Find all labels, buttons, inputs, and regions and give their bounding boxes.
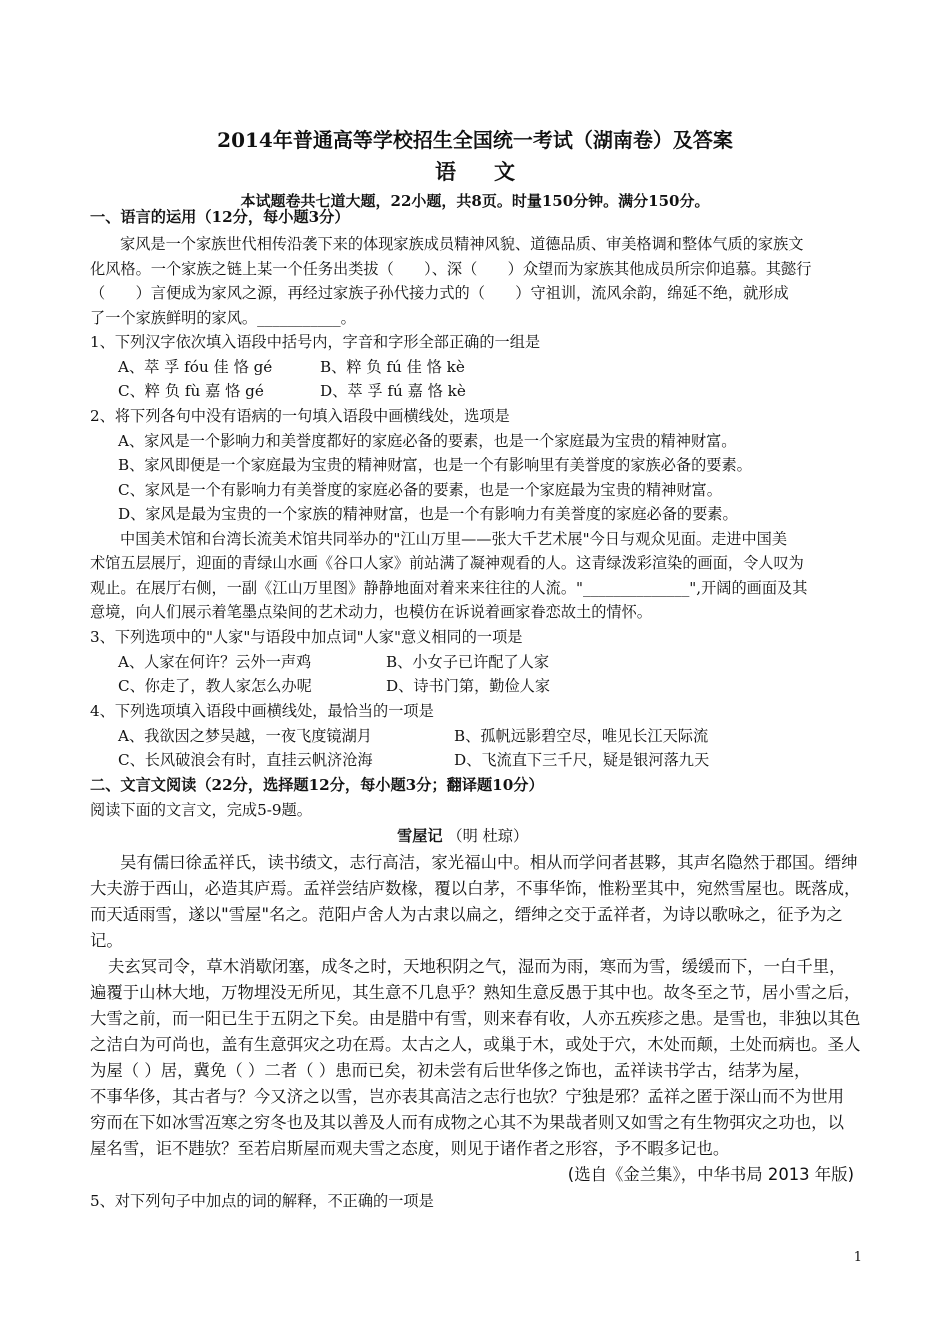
q3-option-c: C、你走了，教人家怎么办呢 [118,677,312,695]
q4-option-d: D、飞流直下三千尺，疑是银河落九天 [454,751,710,769]
q2-option-c: C、家风是一个有影响力有美誉度的家庭必备的要素，也是一个家庭最为宝贵的精神财富。 [118,481,722,499]
passage2-line: 观止。在展厅右侧，一副《江山万里图》静静地面对着来来往往的人流。"______________",开阔的画面及其 [90,579,808,597]
article-para2-line: 遍覆于山林大地，万物埋没无所见，其生意不几息乎？熟知生意反愚于其中也。故冬至之节，居小雪之后， [90,983,861,1002]
article-author: （明 杜琼） [447,827,529,845]
q3-option-d: D、诗书门第，勤俭人家 [386,677,551,695]
article-para1-line: 大夫游于西山，必造其庐焉。孟祥尝结庐数椽，覆以白茅，不事华饰，惟粉垩其中，宛然雪屋也。既落成， [90,879,861,898]
article-para2-line: 之洁白为可尚也，盖有生意弭灾之功在焉。太古之人，或巢于木，或处于穴，木处而颠，土处而病也。圣人 [90,1035,861,1054]
q4-stem: 4、下列选项填入语段中画横线处，最恰当的一项是 [90,702,434,720]
q2-option-b: B、家风即便是一个家庭最为宝贵的精神财富，也是一个有影响里有美誉度的家族必备的要素。 [118,456,752,474]
article-para2-line: 不事华侈，其古者与？今又济之以雪，岂亦表其高洁之志行也欤？宁独是邪？孟祥之匿于深山而不为世用 [90,1087,844,1106]
passage2-line: 中国美术馆和台湾长流美术馆共同举办的"江山万里——张大千艺术展"今日与观众见面。走进中国美 [120,530,788,548]
q2-stem: 2、将下列各句中没有语病的一句填入语段中画横线处，选项是 [90,407,510,425]
passage2-line: 意境，向人们展示着笔墨点染间的艺术动力，也模仿在诉说着画家眷恋故土的情怀。 [90,603,652,621]
q1-option-c: C、粹 负 fù 嘉 恪 gé [118,382,264,400]
page-number: 1 [853,1250,862,1265]
article-para2-line: 大雪之前，而一阳已生于五阴之下矣。由是腊中有雪，则来春有收，人亦五疾疹之患。是雪也，非独以其色 [90,1009,861,1028]
article-para2-line: 夫玄冥司令，草木消歇闭塞，成冬之时，天地积阴之气，湿而为雨，寒而为雪，缓缓而下，一白千里， [108,957,846,976]
q3-option-b: B、小女子已许配了人家 [386,653,550,671]
article-source: (选自《金兰集》，中华书局 2013 年版) [567,1165,854,1184]
passage1-line: 了一个家族鲜明的家风。___________。 [90,309,356,327]
article-para2-line: 屋名雪，讵不韪欤？至若启斯屋而观夫雪之态度，则见于诸作者之形容，予不暇多记也。 [90,1139,730,1158]
q3-stem: 3、下列选项中的"人家"与语段中加点词"人家"意义相同的一项是 [90,628,523,646]
q5-stem: 5、对下列句子中加点的词的解释，不正确的一项是 [90,1192,434,1210]
section2-intro: 阅读下面的文言文，完成5-9题。 [90,801,312,819]
q1-option-d: D、萃 孚 fú 嘉 恪 kè [320,382,466,400]
q4-option-a: A、我欲因之梦吴越，一夜飞度镜湖月 [118,727,372,745]
article-para2-line: 穷而在下如冰雪冱寒之穷冬也及其以善及人而有成物之心其不为果哉者则又如雪之有生物弭灾之功也，以 [90,1113,844,1132]
q2-option-d: D、家风是最为宝贵的一个家族的精神财富，也是一个有影响力有美誉度的家庭必备的要素。 [118,505,738,523]
q2-option-a: A、家风是一个影响力和美誉度都好的家庭必备的要素，也是一个家庭最为宝贵的精神财富。 [118,432,737,450]
subject-title: 语文 [435,159,553,184]
q4-option-b: B、孤帆远影碧空尽，唯见长江天际流 [454,727,709,745]
article-heading [397,826,528,846]
exam-note: 本试题卷共七道大题，22小题，共8页。时量150分钟。满分150分。 [240,192,710,210]
exam-title: 2014年普通高等学校招生全国统一考试（湖南卷）及答案 [217,128,733,152]
passage1-line: 家风是一个家族世代相传沿袭下来的体现家族成员精神风貌、道德品质、审美格调和整体气质的家族文 [120,235,804,253]
q1-option-b: B、粹 负 fú 佳 恪 kè [320,358,465,376]
passage1-line: （ ）言便成为家风之源，再经过家族子孙代接力式的（ ）守祖训，流风余韵，绵延不绝，就形成 [90,284,789,302]
article-title: 雪屋记 [397,827,443,845]
article-para1-line: 记。 [90,931,123,950]
section2-heading: 二、文言文阅读（22分，选择题12分，每小题3分；翻译题10分） [90,776,544,794]
section1-heading: 一、语言的运用（12分，每小题3分） [90,208,350,226]
passage2-line: 术馆五层展厅，迎面的青绿山水画《谷口人家》前站满了凝神观看的人。这青绿泼彩渲染的画面，令人叹为 [90,554,804,572]
article-para1-line: 吴有儒曰徐孟祥氏，读书绩文，志行高洁，家光福山中。相从而学问者甚夥，其声名隐然于郡国。缙绅 [120,853,858,872]
q1-option-a: A、萃 孚 fóu 佳 恪 gé [118,358,273,376]
q4-option-c: C、长风破浪会有时，直挂云帆济沧海 [118,751,373,769]
q3-option-a: A、人家在何许？云外一声鸡 [118,653,312,671]
article-para2-line: 为屋（ ）居，冀免（ ）二者（ ）患而已矣，初未尝有后世华侈之饰也，孟祥读书学古，结茅为屋， [90,1061,811,1080]
passage1-line: 化风格。一个家族之链上某一个任务出类拔（ ）、深（ ）众望而为家族其他成员所宗仰追慕。其懿行 [90,260,812,278]
article-para1-line: 而天适雨雪，遂以"雪屋"名之。范阳卢舍人为古隶以扁之，缙绅之交于孟祥者，为诗以歌咏之，征予为之 [90,905,843,924]
q1-stem: 1、下列汉字依次填入语段中括号内，字音和字形全部正确的一组是 [90,333,541,351]
